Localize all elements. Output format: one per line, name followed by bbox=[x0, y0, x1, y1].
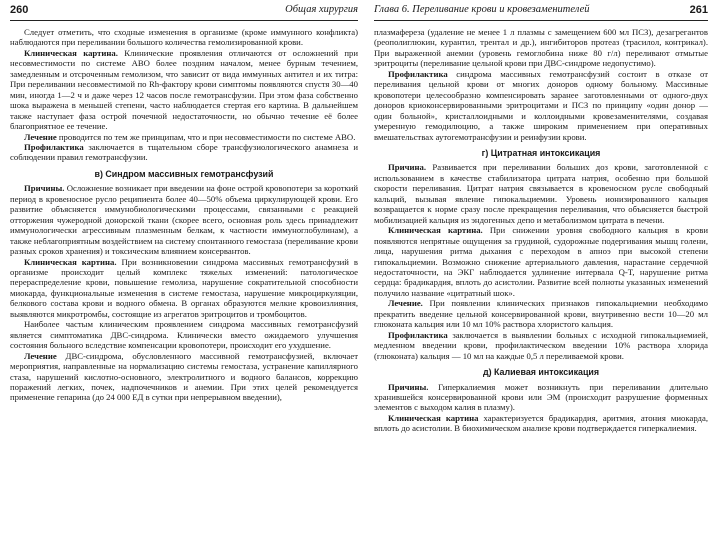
section-heading: г) Цитратная интоксикация bbox=[481, 147, 601, 158]
paragraph-text: заключается в тщательном сборе трансфузиологического анамнеза и соблюдении правил гемотрансфузии. bbox=[10, 141, 358, 163]
paragraph-text: ДВС-синдрома, обусловленного массивной гемотрансфузией, включает мероприятия, направленные на нормализацию системы гемостаза, устранение капиллярного стаза, нарушений кислотно-основного, электролитного и водного балансов, коррекцию поражений легких, почек, надпочечников и анемии. При этих целей рекомендуется применение гепарина (до 24 000 ЕД в сутки при непрерывном введении), bbox=[10, 350, 358, 403]
running-title: Глава 6. Переливание крови и кровезаменителей bbox=[374, 4, 590, 15]
page-number: 261 bbox=[689, 4, 708, 16]
paragraph bbox=[374, 298, 708, 329]
paragraph bbox=[374, 162, 708, 225]
paragraph-text: синдрома массивных гемотрансфузий состоит в отказе от переливания цельной крови от многих доноров одному больному. Массивные кровопотери целесообразно компенсировать заранее заготовленными от одного-двух доноров криоконсервированными эритроцитами и ПСЗ по принципу «один донор — один больной», кристаллоидными и коллоидными кровезаменителями, создавая умеренную гемодилюцию, а также широким применением при оперативных вмешательствах аутогемотрансфузии и реинфузии крови. bbox=[374, 68, 708, 142]
paragraph-text: Гиперкалиемия может возникнуть при переливании длительно хранившейся консервированной крови или ЭМ (происходит разрушение форменных элементов с выходом калия в плазму). bbox=[374, 381, 708, 413]
paragraph bbox=[374, 27, 708, 69]
paragraph-text: плазмафереза (удаление не менее 1 л плазмы с замещением 600 мл ПСЗ), дезагрегантов (реополиглюкин, курантил, трентал и др.), ингибиторов протеаз (трасилол, контрикал). При выраженной анемии (уровень гемоглобина ниже 80 г/л) переливают отмытые эритроциты (переливание цельной крови при ДВС-синдроме недопустимо). bbox=[374, 27, 708, 69]
paragraph bbox=[374, 330, 708, 361]
paragraph-text: Следует отметить, что сходные изменения в организме (кроме иммунного конфликта) наблюдаются при переливании большого количества гемолизированной крови. bbox=[10, 27, 358, 48]
paragraph-lead: Причины. bbox=[388, 381, 429, 392]
paragraph-lead: Клиническая картина. bbox=[24, 256, 117, 267]
paragraph-text: При снижении уровня свободного кальция в крови появляются непрятные ощущения за грудиной, судорожные подергивания мышц голени, лица, нарушения ритма дыхания с переходом в апноэ при высокой степени гипокальциемии. Возможно снижение артериального давления, нарастание сердечной недостаточности, на ЭКГ наблюдается удлинение интервала Q-T, нарушение ритма сердца: брадикардия, вплоть до асистолии. Развитие всей полноты указанных изменений получило название «цитратный шок». bbox=[374, 225, 708, 298]
page-number: 260 bbox=[10, 4, 29, 16]
right-page bbox=[374, 0, 708, 541]
paragraph-text: При появлении клинических признаков гипокальциемии необходимо прекратить введение цельной консервированной крови, внутривенно вести 10—20 мл глюконата кальция или 10 мл 10% раствора хлористого кальция. bbox=[374, 298, 708, 330]
paragraph-text: Осложнение возникает при введении на фоне острой кровопотери за короткий период в кровеносное русло реципиента более 40—50% объема циркулирующей крови. Его развитие объясняется иммунобиологическими процессами, связанными с реакцией отторжения чужеродной донорской ткани (скорее всего, основная роль здесь принадлежит иммунологически агрессивным плазменным белкам, к частности иммуноглобулинам), а также неблагоприятным воздействием на систему спонтанного гемостаза (переливание крови разных сроков хранения) и токсическим влиянием консервантов. bbox=[10, 183, 358, 257]
right-page-header bbox=[374, 2, 708, 21]
left-page bbox=[10, 0, 358, 541]
paragraph bbox=[10, 183, 358, 256]
section-heading: д) Калиевая интоксикация bbox=[482, 367, 600, 378]
paragraph bbox=[10, 132, 358, 142]
paragraph-text: проводится по тем же принципам, что и при несовместимости по системе АВО. bbox=[58, 131, 356, 142]
right-page-text bbox=[374, 21, 708, 434]
paragraph-lead: Лечение. bbox=[388, 298, 423, 309]
paragraph bbox=[10, 48, 358, 132]
paragraph bbox=[374, 413, 708, 434]
section-heading: в) Синдром массивных гемотрансфузий bbox=[94, 168, 274, 179]
paragraph-lead: Клиническая картина bbox=[388, 412, 479, 423]
paragraph bbox=[374, 382, 708, 413]
paragraph-text: заключается в выявлении больных с исходной гипокальциемией, медленном введении крови, профилактическом введении 10% раствора хлорида (глюконата) кальция — 10 мл на каждые 0,5 л переливаемой крови. bbox=[374, 329, 708, 361]
left-page-header bbox=[10, 2, 358, 21]
paragraph bbox=[10, 27, 358, 48]
paragraph bbox=[10, 319, 358, 350]
paragraph-text: характеризуется брадикардия, аритмия, атония миокарда, вплоть до асистолии. В биохимическом анализе крови подтверждается гиперкалиемия. bbox=[374, 412, 708, 434]
paragraph-lead: Причина. bbox=[388, 162, 427, 173]
paragraph bbox=[10, 142, 358, 163]
running-title: Общая хирургия bbox=[285, 4, 358, 15]
paragraph-text: Развивается при переливании больших доз крови, заготовленной с использованием в качестве стабилизатора цитрата натрия, особенно при большой скорости переливания. Цитрат натрия связывается в кровеносном русле свободный кальций, вызывая явление гипокальциемии. Уровень ионизированного кальция возвращается к норме сразу после прекращения переливания, что объясняется быстрой мобилизацией кальция из эндогенных депо и метаболизмом цитрата в печени. bbox=[374, 162, 708, 225]
paragraph bbox=[374, 225, 708, 298]
paragraph-lead: Профилактика bbox=[388, 329, 448, 340]
paragraph-text: Клинические проявления отличаются от осложнений при несовместимости по системе АВО более поздним началом, менее бурным течением, замедленным и отсроченным гемолизом, что зависит от вида иммунных антител и их титра: При переливании несовместимой по Rh-фактору крови симптомы появляются спустя 30—40 мин, иногда 1—2 ч и даже через 12 часов после гемотрансфузии. При этом фаза собственно шока выражена в меньшей степени, часто наблюдается стертая его картина. В дальнейшем также наступает фаза острой почечной недостаточности, но обычно течение её более благоприятное ее течение. bbox=[10, 47, 358, 132]
paragraph bbox=[374, 69, 708, 142]
paragraph-lead: Лечение bbox=[24, 131, 57, 142]
paragraph-lead: Клиническая картина. bbox=[24, 47, 118, 58]
paragraph-lead: Клиническая картина. bbox=[388, 225, 483, 236]
paragraph-text: Наиболее частым клиническим проявлением синдрома массивных гемотрансфузий является симптоматика ДВС-синдрома. Клинически вместо ожидаемого улучшения состояния больного вследствие компенсации кровопотери, происходит его ухудшение. bbox=[10, 319, 358, 351]
paragraph-lead: Профилактика bbox=[24, 141, 84, 152]
paragraph bbox=[10, 257, 358, 320]
paragraph-lead: Профилактика bbox=[388, 68, 448, 79]
paragraph-text: При возникновении синдрома массивных гемотрансфузий в организме происходит целый комплекс тяжелых изменений: патологическое перераспределение крови, повышение гемолиза, нарушение сократительной способности миокарда, функциональные изменения в системе гемостаза, нарушение микроциркуляции, белкового состава крови и водного обмена. В органах образуются мелкие кровоизлияния, выявляются микротромбы, состоящие из агрегатов эритроцитов и тромбоцитов. bbox=[10, 256, 358, 319]
left-page-text bbox=[10, 21, 358, 403]
paragraph-lead: Причины. bbox=[24, 183, 65, 194]
paragraph-lead: Лечение bbox=[24, 350, 57, 361]
paragraph bbox=[10, 351, 358, 403]
